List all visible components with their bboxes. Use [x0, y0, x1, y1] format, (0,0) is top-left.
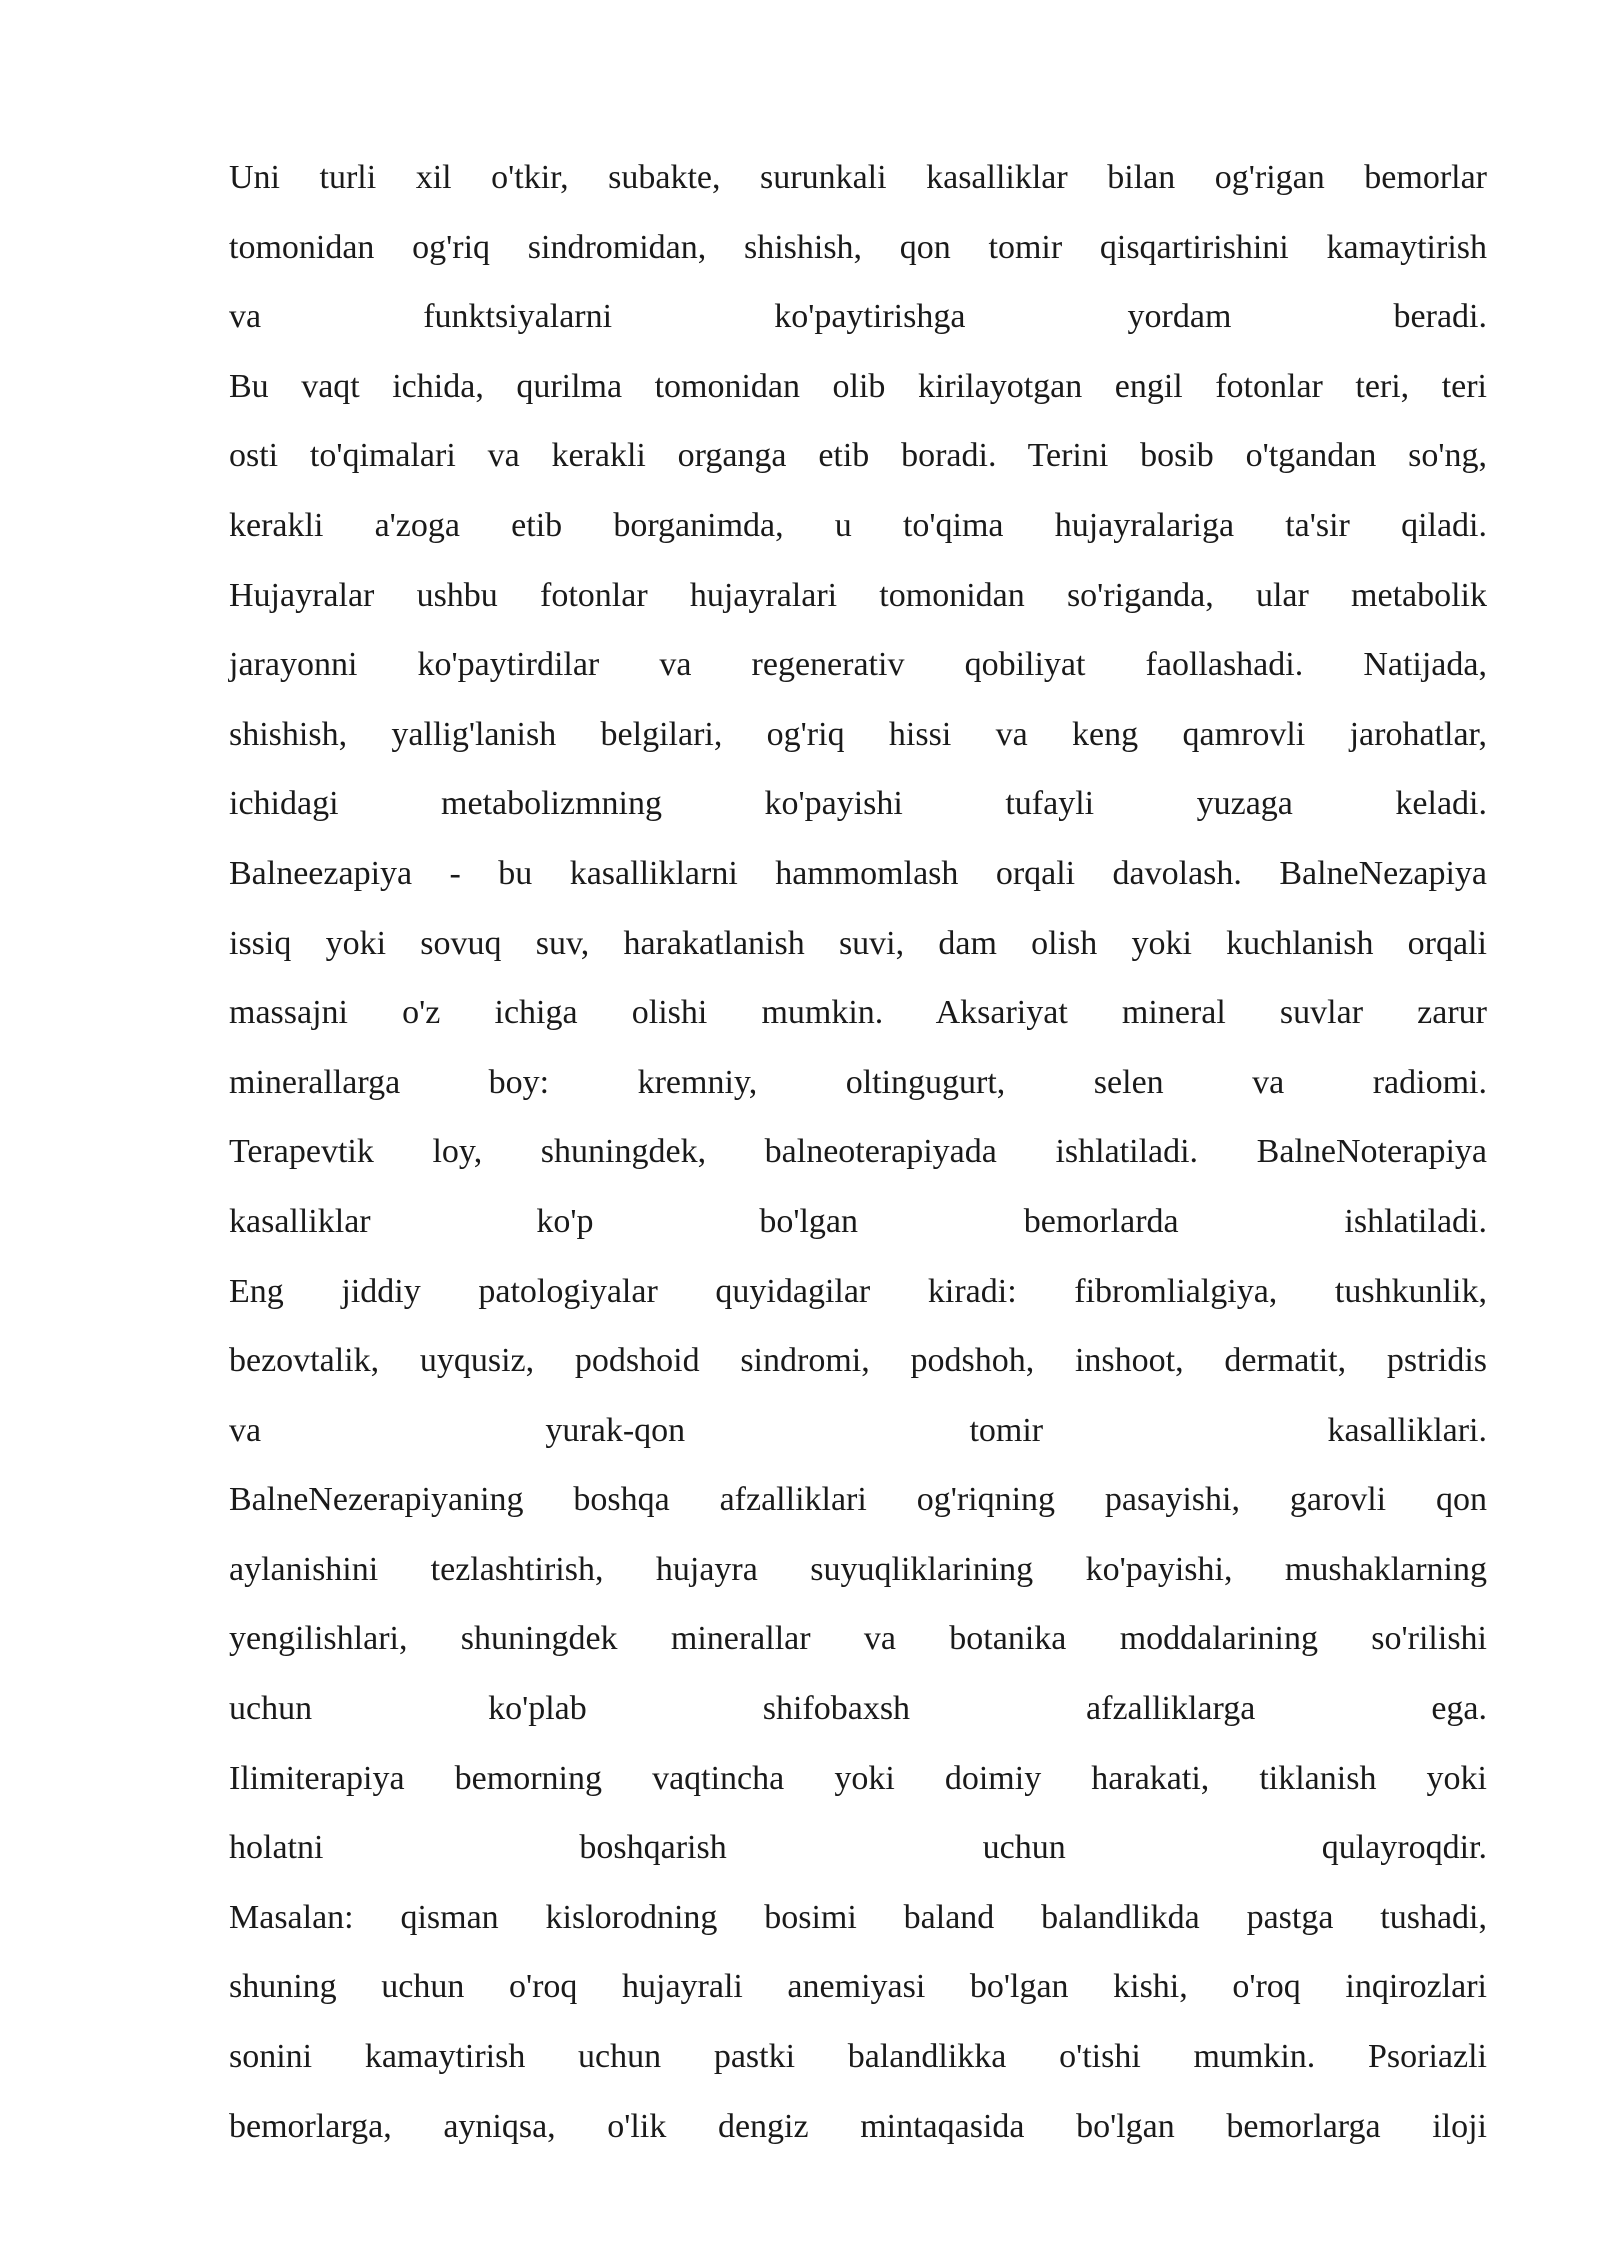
text-line: sonini kamaytirish uchun pastki balandlikka o'tishi mumkin. Psoriazli	[229, 2038, 1487, 2076]
text-line: yengilishlari, shuningdek minerallar va botanika moddalarining so'rilishi	[229, 1620, 1487, 1658]
text-line: Hujayralar ushbu fotonlar hujayralari tomonidan so'riganda, ular metabolik	[229, 576, 1487, 614]
text-line: aylanishini tezlashtirish, hujayra suyuqliklarining ko'payishi, mushaklarning	[229, 1550, 1487, 1588]
text-line: ichidagi metabolizmning ko'payishi tufayli yuzaga keladi.	[229, 785, 1487, 823]
text-line: holatni boshqarish uchun qulayroqdir.	[229, 1829, 1487, 1867]
body-text	[229, 152, 1487, 2170]
text-line: shuning uchun o'roq hujayrali anemiyasi bo'lgan kishi, o'roq inqirozlari	[229, 1968, 1487, 2006]
text-line: uchun ko'plab shifobaxsh afzalliklarga ega.	[229, 1690, 1487, 1728]
text-line: jarayonni ko'paytirdilar va regenerativ qobiliyat faollashadi. Natijada,	[229, 646, 1487, 684]
text-line: Eng jiddiy patologiyalar quyidagilar kiradi: fibromlialgiya, tushkunlik,	[229, 1272, 1487, 1310]
text-line: osti to'qimalari va kerakli organga etib boradi. Terini bosib o'tgandan so'ng,	[229, 437, 1487, 475]
text-line: bezovtalik, uyqusiz, podshoid sindromi, podshoh, inshoot, dermatit, pstridis	[229, 1342, 1487, 1380]
text-line: minerallarga boy: kremniy, oltingugurt, selen va radiomi.	[229, 1063, 1487, 1101]
text-line: kerakli a'zoga etib borganimda, u to'qima hujayralariga ta'sir qiladi.	[229, 506, 1487, 544]
text-line: massajni o'z ichiga olishi mumkin. Aksariyat mineral suvlar zarur	[229, 994, 1487, 1032]
text-line: shishish, yallig'lanish belgilari, og'riq hissi va keng qamrovli jarohatlar,	[229, 715, 1487, 753]
text-line: Bu vaqt ichida, qurilma tomonidan olib kirilayotgan engil fotonlar teri, teri	[229, 367, 1487, 405]
text-line: Balneezapiya - bu kasalliklarni hammomlash orqali davolash. BalneNezapiya	[229, 854, 1487, 892]
text-line: va yurak-qon tomir kasalliklari.	[229, 1411, 1487, 1449]
text-line: Terapevtik loy, shuningdek, balneoterapiyada ishlatiladi. BalneNoterapiya	[229, 1133, 1487, 1171]
text-line: kasalliklar ko'p bo'lgan bemorlarda ishlatiladi.	[229, 1202, 1487, 1240]
text-line: tomonidan og'riq sindromidan, shishish, qon tomir qisqartirishini kamaytirish	[229, 228, 1487, 266]
text-line: BalneNezerapiyaning boshqa afzalliklari og'riqning pasayishi, garovli qon	[229, 1481, 1487, 1519]
text-line: Ilimiterapiya bemorning vaqtincha yoki doimiy harakati, tiklanish yoki	[229, 1759, 1487, 1797]
text-line: bemorlarga, ayniqsa, o'lik dengiz mintaqasida bo'lgan bemorlarga iloji	[229, 2107, 1487, 2145]
text-line: Uni turli xil o'tkir, subakte, surunkali kasalliklar bilan og'rigan bemorlar	[229, 159, 1487, 196]
text-line: Masalan: qisman kislorodning bosimi baland balandlikda pastga tushadi,	[229, 1898, 1487, 1936]
text-line: issiq yoki sovuq suv, harakatlanish suvi, dam olish yoki kuchlanish orqali	[229, 924, 1487, 962]
text-line: va funktsiyalarni ko'paytirishga yordam beradi.	[229, 298, 1487, 336]
